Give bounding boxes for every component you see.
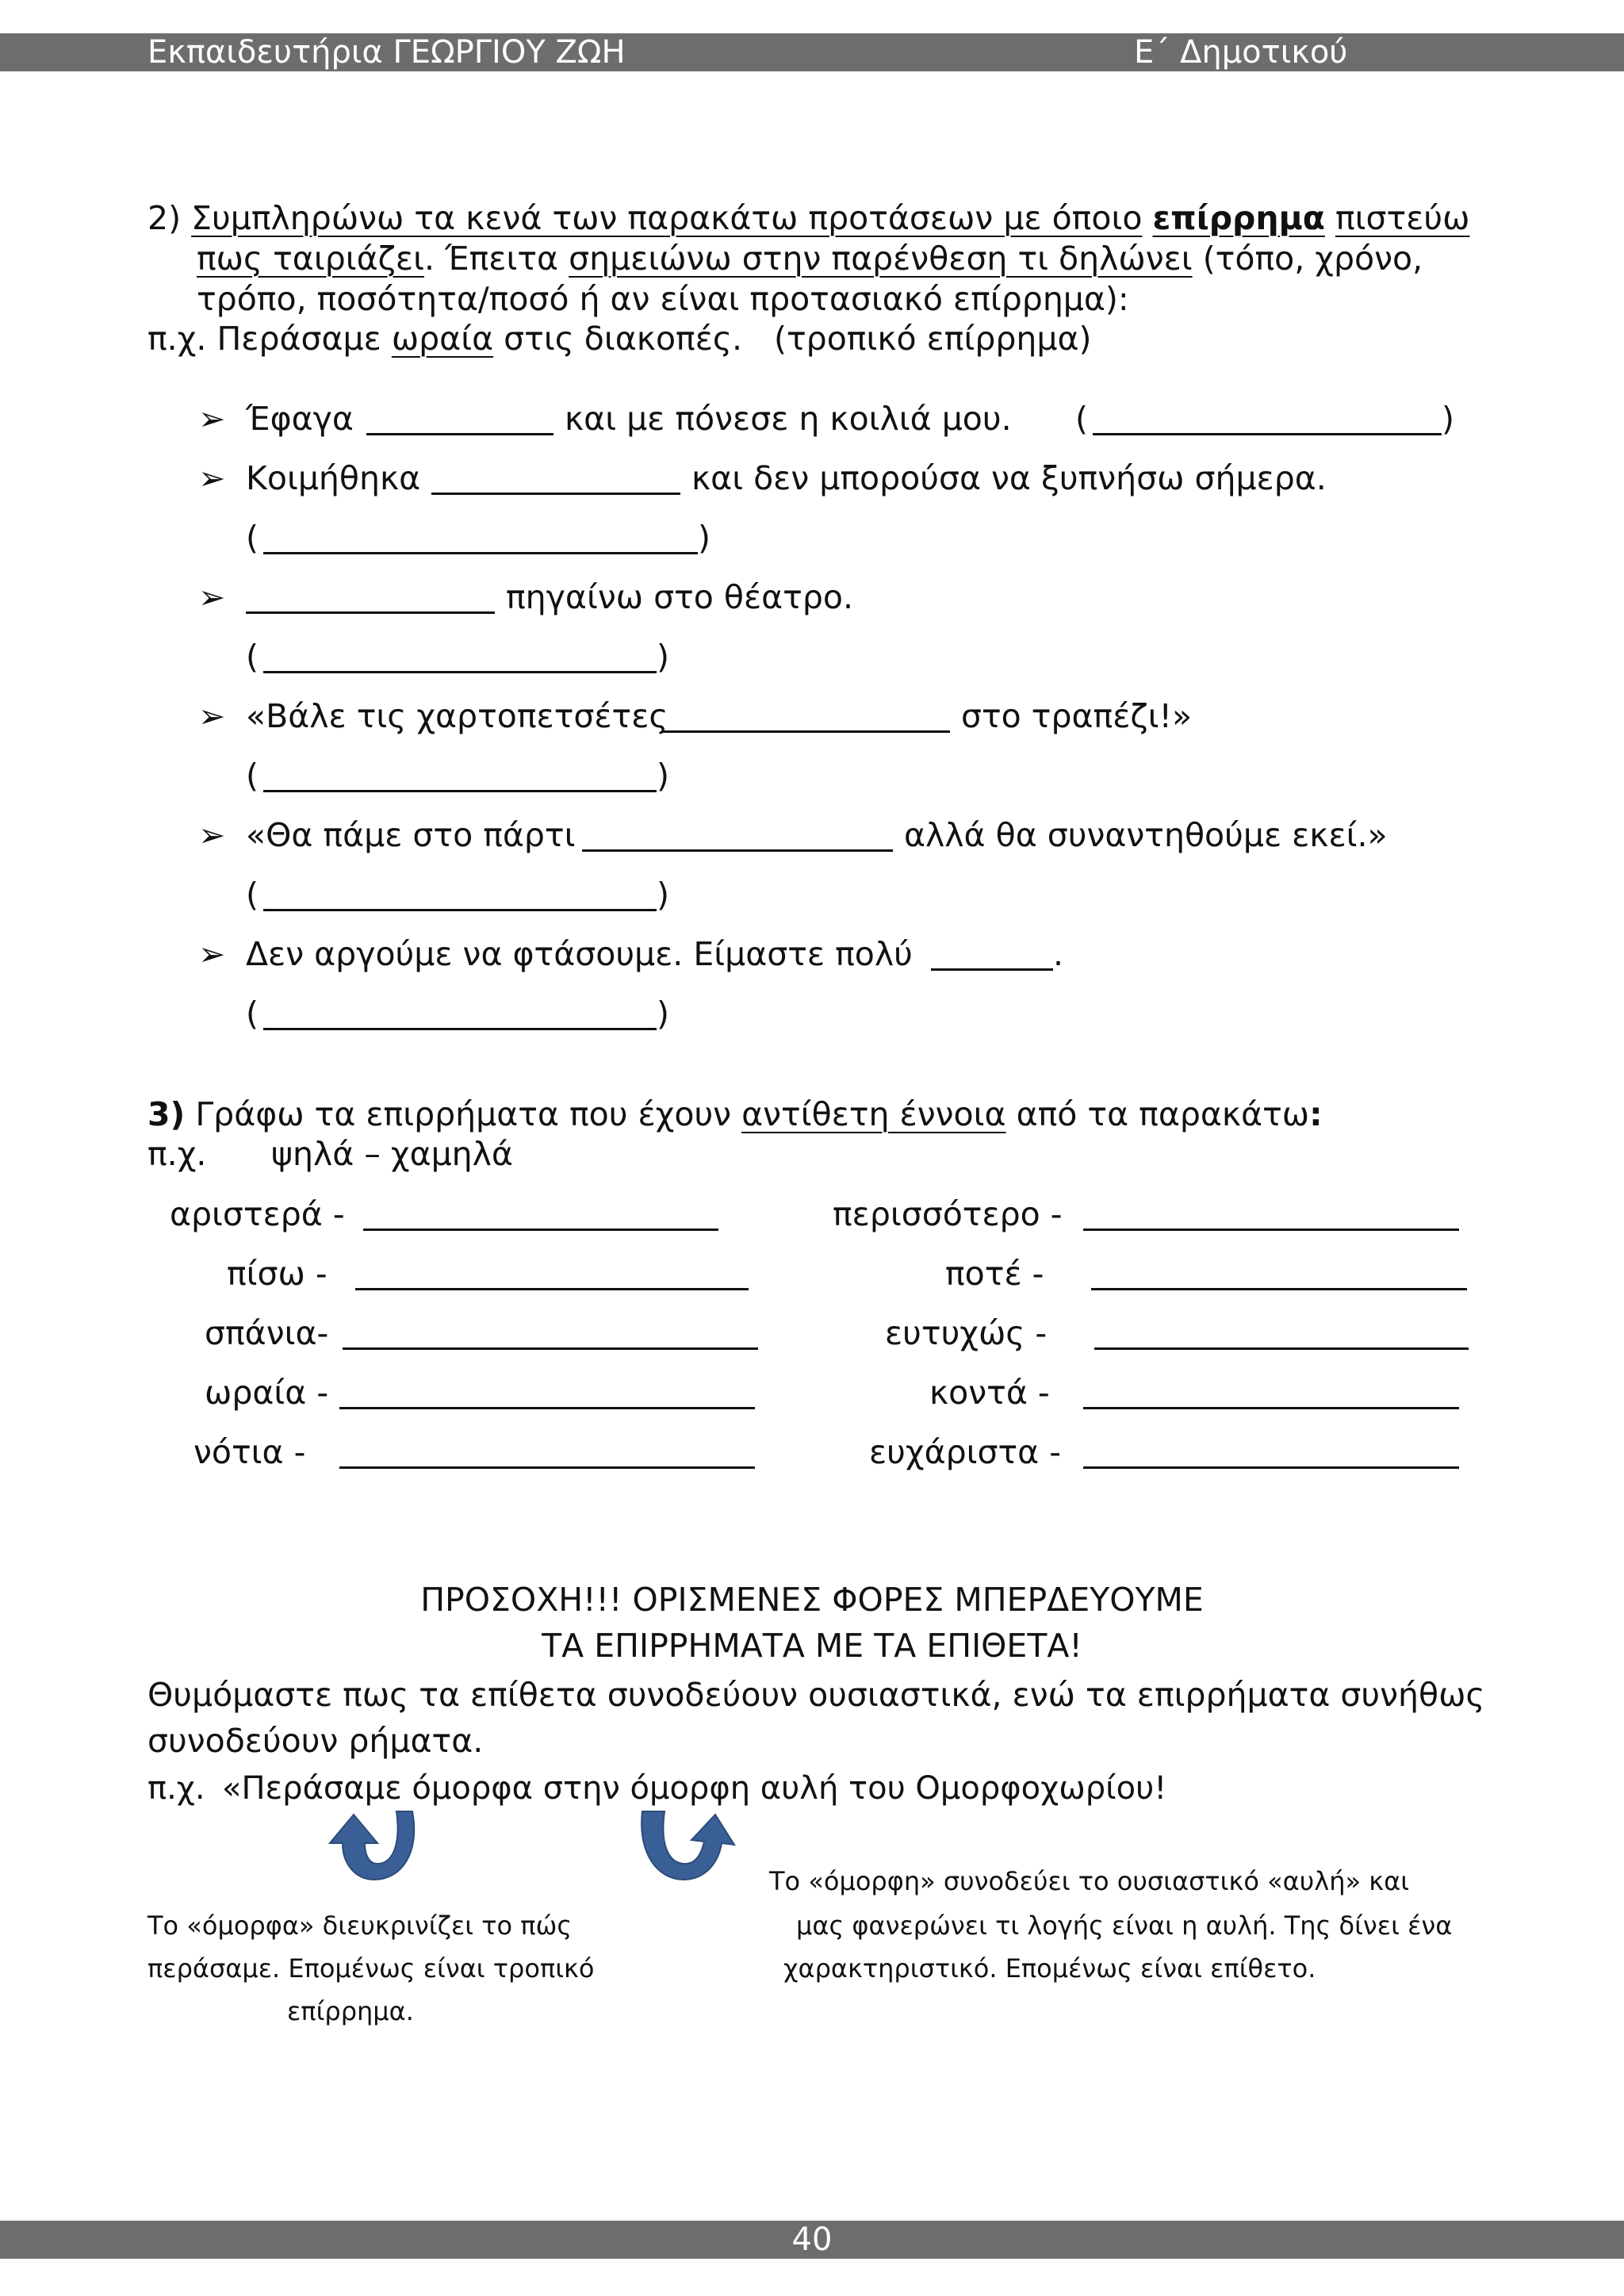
ex3-right-5: ευχάριστα - <box>869 1433 1062 1471</box>
item6-paren-open: ( <box>246 995 259 1033</box>
item2-b: και δεν μπορούσα να ξυπνήσω σήμερα. <box>691 459 1327 497</box>
ex3-left-4-blank[interactable] <box>339 1407 755 1409</box>
item1-a: Έφαγα <box>246 400 354 438</box>
note-body-2: συνοδεύουν ρήματα. <box>147 1722 484 1760</box>
item5-paren-open: ( <box>246 876 259 914</box>
ex3-text-c: από τα παρακάτω <box>1016 1095 1310 1133</box>
ex2-l2c: σημειώνω στην παρένθεση τι δηλώνει <box>569 240 1193 278</box>
item4-paren-close: ) <box>657 757 669 795</box>
ex2-line1 <box>147 198 1469 238</box>
ex3-example-label: π.χ. <box>147 1135 207 1173</box>
item5-b: αλλά θα συναντηθούμε εκεί.» <box>904 816 1388 854</box>
ex3-right-3-blank[interactable] <box>1094 1347 1469 1350</box>
item3-answer-blank[interactable] <box>263 671 657 673</box>
ex3-text-a: Γράφω τα επιρρήματα που έχουν <box>195 1095 732 1133</box>
ex3-example-pair: ψηλά – χαμηλά <box>271 1135 513 1173</box>
ex2-keyword: επίρρημα <box>1152 199 1325 237</box>
item1-answer-blank[interactable] <box>1093 433 1442 435</box>
ex3-left-3: σπάνια- <box>205 1314 329 1352</box>
ex2-ex-c: στις διακοπές. <box>504 320 742 358</box>
bullet-icon: ➢ <box>198 578 226 616</box>
header-bar <box>0 33 1624 71</box>
item4-blank[interactable] <box>661 730 950 733</box>
ex3-left-2-blank[interactable] <box>355 1288 749 1290</box>
ex3-instruction <box>147 1094 1323 1134</box>
ex2-l2a: πως ταιριάζει <box>197 240 424 278</box>
ex2-instruction-a: Συμπληρώνω τα κενά των παρακάτω προτάσεων με όποιο <box>191 199 1143 237</box>
note-example-sentence: «Περάσαμε όμορφα στην όμορφη αυλή του Ομορφοχωρίου! <box>222 1770 1167 1807</box>
item2-answer-blank[interactable] <box>263 552 698 554</box>
bullet-icon: ➢ <box>198 816 226 854</box>
ex2-example <box>147 319 1092 358</box>
bullet-icon: ➢ <box>198 459 226 497</box>
ex3-text-b: αντίθετη έννοια <box>741 1095 1006 1133</box>
ex2-line2 <box>197 239 1423 278</box>
header-grade: Ε΄ Δημοτικού <box>1134 34 1348 71</box>
item2-blank[interactable] <box>431 493 680 495</box>
curved-arrow-icon <box>634 1807 745 1886</box>
item4-answer-blank[interactable] <box>263 790 657 792</box>
item4-a: «Βάλε τις χαρτοπετσέτες <box>246 697 668 735</box>
item6-answer-blank[interactable] <box>263 1028 657 1030</box>
ex3-right-3: ευτυχώς - <box>885 1314 1048 1352</box>
item1-blank[interactable] <box>366 433 553 435</box>
ex3-left-4: ωραία - <box>205 1374 329 1412</box>
ex2-instruction-c: πιστεύω <box>1335 199 1470 237</box>
ex3-left-5: νότια - <box>193 1433 306 1471</box>
ex3-right-1-blank[interactable] <box>1083 1228 1459 1231</box>
note-title-1: ΠΡΟΣΟΧΗ!!! ΟΡΙΣΜΕΝΕΣ ΦΟΡΕΣ ΜΠΕΡΔΕΥΟΥΜΕ <box>420 1581 1204 1619</box>
ex2-ex-d: (τροπικό επίρρημα) <box>774 320 1092 358</box>
ex3-left-5-blank[interactable] <box>339 1466 755 1469</box>
note-example-label: π.χ. <box>147 1770 205 1807</box>
item6-a: Δεν αργούμε να φτάσουμε. Είμαστε πολύ <box>246 935 913 973</box>
item4-paren-open: ( <box>246 757 259 795</box>
item5-blank[interactable] <box>582 849 893 852</box>
right-note-2: μας φανερώνει τι λογής είναι η αυλή. Της δίνει ένα <box>796 1911 1453 1941</box>
ex3-left-3-blank[interactable] <box>343 1347 758 1350</box>
bullet-icon: ➢ <box>198 697 226 735</box>
item2-paren-close: ) <box>698 519 710 557</box>
ex3-right-2: ποτέ - <box>945 1255 1044 1293</box>
ex3-left-1-blank[interactable] <box>363 1228 718 1231</box>
footer-bar <box>0 2221 1624 2259</box>
page-number: 40 <box>791 2221 833 2258</box>
ex2-number: 2) <box>147 199 182 237</box>
ex2-ex-a: π.χ. Περάσαμε <box>147 320 381 358</box>
item6-paren-close: ) <box>657 995 669 1033</box>
left-note-1: Το «όμορφα» διευκρινίζει το πώς <box>147 1911 573 1941</box>
item3-paren-open: ( <box>246 638 259 676</box>
right-note-1: Το «όμορφη» συνοδεύει το ουσιαστικό «αυλή» και <box>769 1866 1410 1896</box>
item4-b: στο τραπέζι!» <box>961 697 1193 735</box>
ex2-l2b: . Έπειτα <box>423 240 559 278</box>
item2-a: Κοιμήθηκα <box>246 459 421 497</box>
item5-a: «Θα πάμε στο πάρτι <box>246 816 576 854</box>
ex3-left-1: αριστερά - <box>170 1195 345 1233</box>
bullet-icon: ➢ <box>198 400 226 438</box>
item3-paren-close: ) <box>657 638 669 676</box>
item6-b: . <box>1053 935 1064 973</box>
right-note-3: χαρακτηριστικό. Επομένως είναι επίθετο. <box>783 1953 1316 1984</box>
ex3-colon: : <box>1309 1095 1323 1133</box>
ex3-number: 3) <box>147 1095 186 1133</box>
item1-paren-open: ( <box>1075 400 1088 438</box>
note-body-1: Θυμόμαστε πως τα επίθετα συνοδεύουν ουσιαστικά, ενώ τα επιρρήματα συνήθως <box>147 1676 1485 1714</box>
item1-b: και με πόνεσε η κοιλιά μου. <box>565 400 1012 438</box>
ex3-right-2-blank[interactable] <box>1091 1288 1467 1290</box>
header-school: Εκπαιδευτήρια ΓΕΩΡΓΙΟΥ ΖΩΗ <box>147 34 626 71</box>
ex2-line3: τρόπο, ποσότητα/ποσό ή αν είναι προτασιακό επίρρημα): <box>197 280 1129 318</box>
bullet-icon: ➢ <box>198 935 226 973</box>
left-note-2: περάσαμε. Επομένως είναι τροπικό <box>147 1953 595 1984</box>
item5-answer-blank[interactable] <box>263 909 657 911</box>
note-title-2: ΤΑ ΕΠΙΡΡΗΜΑΤΑ ΜΕ ΤΑ ΕΠΙΘΕΤΑ! <box>542 1627 1082 1665</box>
item3-blank[interactable] <box>246 611 495 614</box>
ex3-right-4: κοντά - <box>929 1374 1050 1412</box>
ex3-right-4-blank[interactable] <box>1083 1407 1459 1409</box>
curved-arrow-icon <box>325 1807 436 1886</box>
item1-paren-close: ) <box>1442 400 1454 438</box>
ex2-l2d: (τόπο, χρόνο, <box>1202 240 1423 278</box>
ex3-right-1: περισσότερο - <box>833 1195 1063 1233</box>
item3-b: πηγαίνω στο θέατρο. <box>506 578 853 616</box>
ex3-right-5-blank[interactable] <box>1083 1466 1459 1469</box>
item6-blank[interactable] <box>931 968 1053 971</box>
item5-paren-close: ) <box>657 876 669 914</box>
ex2-ex-b: ωραία <box>391 320 494 358</box>
ex3-left-2: πίσω - <box>227 1255 327 1293</box>
item2-paren-open: ( <box>246 519 259 557</box>
left-note-3: επίρρημα. <box>287 1996 414 2026</box>
